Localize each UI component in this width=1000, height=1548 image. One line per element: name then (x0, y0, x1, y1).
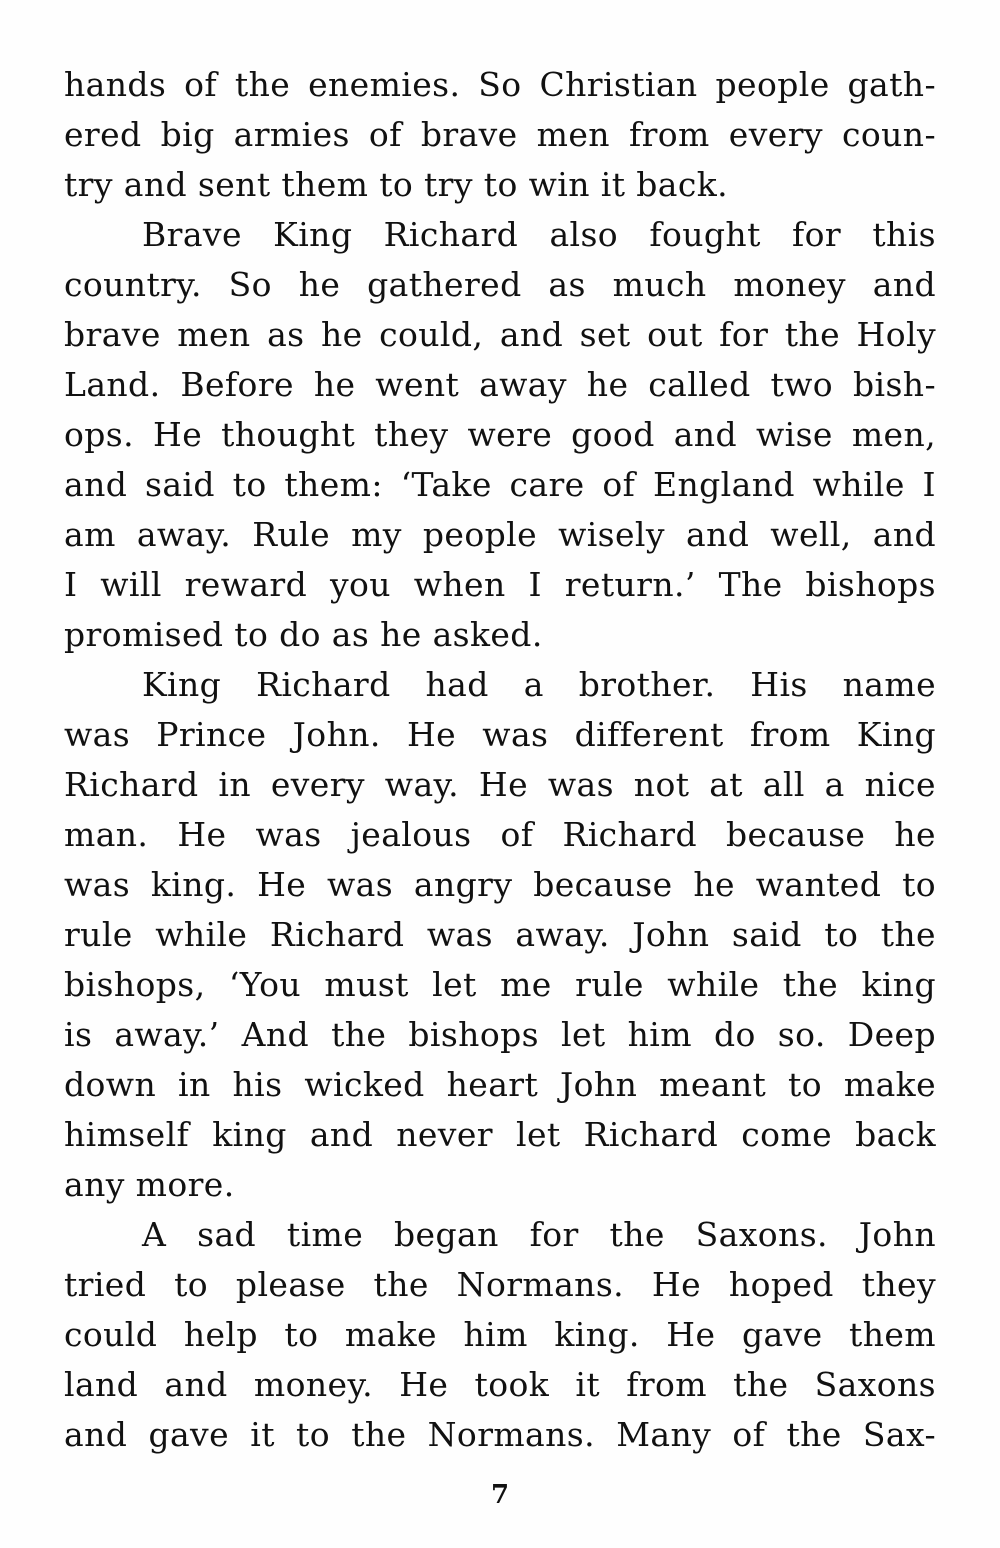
text-line: Land. Before he went away he called two bish- (64, 365, 936, 404)
text-line: land and money. He took it from the Saxons (64, 1365, 936, 1404)
text-line: tried to please the Normans. He hoped they (64, 1265, 936, 1304)
text-line: down in his wicked heart John meant to make (64, 1065, 936, 1104)
text-line: am away. Rule my people wisely and well, and (64, 515, 936, 554)
text-line: is away.’ And the bishops let him do so. Deep (64, 1015, 936, 1054)
text-line: and said to them: ‘Take care of England while I (64, 465, 936, 504)
text-line: was king. He was angry because he wanted to (64, 865, 936, 904)
text-line: ered big armies of brave men from every coun- (64, 115, 936, 154)
text-line: Richard in every way. He was not at all a nice (64, 765, 936, 804)
text-line: himself king and never let Richard come back (64, 1115, 936, 1154)
text-line: man. He was jealous of Richard because he (64, 815, 936, 854)
body-text (64, 60, 936, 1460)
text-line: hands of the enemies. So Christian people gath- (64, 65, 936, 104)
text-line: and gave it to the Normans. Many of the Sax- (64, 1415, 936, 1454)
text-line: could help to make him king. He gave them (64, 1315, 936, 1354)
page-number: 7 (490, 1480, 510, 1510)
text-line: King Richard had a brother. His name (142, 665, 936, 704)
text-line: ops. He thought they were good and wise men, (64, 415, 936, 454)
text-line: any more. (64, 1165, 235, 1204)
text-line: was Prince John. He was different from King (64, 715, 936, 754)
text-line: brave men as he could, and set out for the Holy (64, 315, 936, 354)
text-line: bishops, ‘You must let me rule while the king (64, 965, 936, 1004)
text-line: Brave King Richard also fought for this (142, 215, 936, 254)
text-line: promised to do as he asked. (64, 615, 543, 654)
text-line: try and sent them to try to win it back. (64, 165, 729, 204)
text-line: country. So he gathered as much money and (64, 265, 936, 304)
text-line: A sad time began for the Saxons. John (142, 1215, 936, 1254)
text-line: I will reward you when I return.’ The bishops (64, 565, 936, 604)
text-line: rule while Richard was away. John said to the (64, 915, 936, 954)
